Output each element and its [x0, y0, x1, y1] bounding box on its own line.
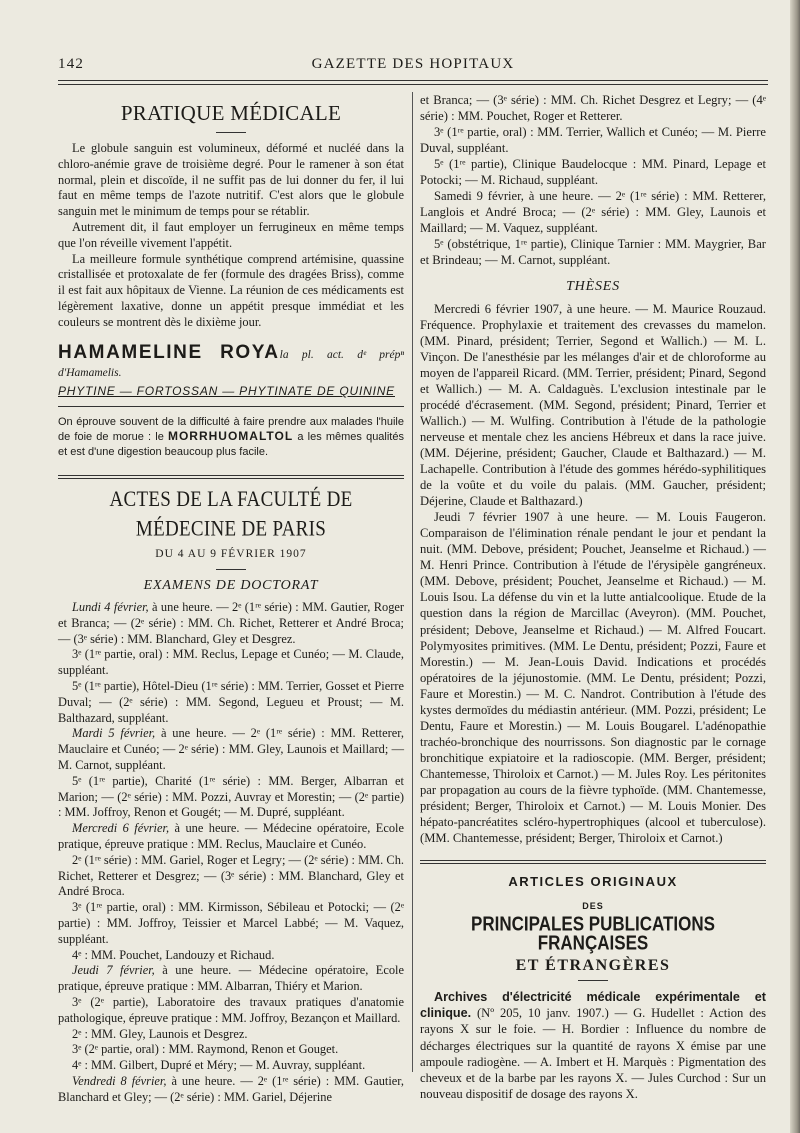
- advert-hamameline-name: HAMAMELINE ROYA: [58, 341, 280, 363]
- left-column: [58, 92, 404, 1106]
- actes-dates: DU 4 AU 9 FÉVRIER 1907: [155, 548, 307, 561]
- examens-title: EXAMENS DE DOCTORAT: [143, 578, 319, 594]
- examen-entry: [58, 1074, 404, 1106]
- examen-text: à une heure. — 2ᵉ (1ʳᵉ série) : MM. Gautier, Blanchard et Gley; — (2ᵉ série) : MM. Gariel, Déjerine: [58, 1073, 404, 1104]
- examen-entry: [58, 995, 404, 1027]
- pratique-text: [58, 141, 404, 331]
- examen-entry: [58, 1027, 404, 1043]
- archives-entry: [420, 989, 766, 1101]
- section-double-rule: [58, 475, 404, 479]
- examen-entry: 5ᵉ (obstétrique, 1ʳᵉ partie), Clinique Tarnier : MM. Maygrier, Bar et Brindeau; — M. Carnot, suppléant.: [420, 237, 766, 268]
- header-rule: [58, 80, 768, 81]
- column-divider: [412, 92, 413, 1072]
- examen-entry: Samedi 9 février, à une heure. — 2ᵉ (1ʳᵉ série) : MM. Retterer, Langlois et André Broca; — (2ᵉ série) : MM. Gley, Launois et Maillard; — M. Vaquez, suppléant.: [420, 189, 766, 236]
- right-column: [420, 92, 766, 1102]
- examen-text: à une heure. — 2ᵉ (1ʳᵉ série) : MM. Gautier, Roger et Branca; — (2ᵉ série) : MM. Ch. Richet, Retterer et André Broca; — (3ᵉ série) : MM. Blanchard, Gley et Desgrez.: [58, 600, 405, 646]
- examen-entry: [58, 1058, 404, 1074]
- examen-entry: [58, 1042, 404, 1058]
- examen-date: Vendredi 8 février,: [72, 1073, 167, 1088]
- theses-wednesday: Mercredi 6 février 1907, à une heure. — M. Maurice Rouzaud. Fréquence. Prophylaxie et traitement des crevasses du mamelon. (MM. Pinard, président; Terrier, Segond et Wallich.) — M. L. Vinçon. De l'anesthésie par les mélanges d'air et de chloroforme au moyen de l'appareil Ricard. (MM. Terrier, président; Pinard, Segond et Wallich.) — M. A. Caldaguès. L'exclusion intestinale par le procédé d'écrasement. (MM. Segond, président; Pinard, Terrier et Wallich.) — M. Wulfing. Contribution à l'étude de la pathologie nerveuse et mentale chez les anciens Hébreux et dans la race juive. (MM. Déjerine, président; Gaucher, Claude et Balthazard.) — M. Lachapelle. Contribution à l'étude des gommes hérédo-syphilitiques de la voûte et du voile du palais. (MM. Gaucher, président; Déjerine, Claude et Balthazard.): [420, 301, 766, 509]
- paragraph: Autrement dit, il faut employer un ferrugineux en même temps que l'on réveille vivement l'appétit.: [58, 219, 404, 250]
- examen-text: 3ᵉ (1ʳᵉ partie, oral) : MM. Kirmisson, Sébileau et Potocki; — (2ᵉ partie) : MM. Joffroy, Teissier et Marcel Labbé; — M. Vaquez, suppléant.: [58, 900, 404, 946]
- paragraph: La meilleure formule synthétique comprend artémisine, quassine cristallisée et protoxalate de fer (formule des dragées Briss), comme il est fait aux hôpitaux de Vienne. La réunion de ces médicaments est légèrement laxative, donne un appétit presque immédiat et les couleurs se montrent dès le dixième jour.: [58, 251, 404, 329]
- examen-entry: [58, 963, 404, 995]
- examen-entry: et Branca; — (3ᵉ série) : MM. Ch. Richet Desgrez et Legry; — (4ᵉ série) : MM. Pouchet, Roger et Retterer.: [420, 93, 766, 124]
- archives-text: (Nº 205, 10 janv. 1907.) — G. Hudellet : Action des rayons X sur le foie. — H. Bordier : Influence du nombre de décharges électriques sur la quantité de rayons X émise par une ampoule radiogène. — A. Imbert et H. Marquès : Pigmentation des cheveux et de la barbe par les rayons X. — Jules Curchod : Sur un nouveau dispositif de dosage des rayons X.: [420, 1006, 766, 1101]
- short-rule: [216, 132, 246, 133]
- examen-text: 3ᵉ (2ᵉ partie), Laboratoire des travaux pratiques d'anatomie pathologique, épreuve pratique : MM. Joffroy, Bezançon et Maillard.: [58, 994, 404, 1025]
- articles-des: DES: [582, 901, 604, 912]
- advert-hamameline: [58, 341, 405, 383]
- advert-hamameline-desc: la pl. act. dᵉ prépⁿ d'Hamamelis.: [58, 348, 405, 380]
- articles-main-title: PRINCIPALES PUBLICATIONS FRANÇAISES: [471, 912, 715, 955]
- examen-entry: 3ᵉ (1ʳᵉ partie, oral) : MM. Terrier, Wallich et Cunéo; — M. Pierre Duval, suppléant.: [420, 125, 766, 156]
- examen-entry: [58, 774, 404, 821]
- section-title-pratique: PRATIQUE MÉDICALE: [120, 101, 342, 125]
- examen-text: 4ᵉ : MM. Gilbert, Dupré et Méry; — M. Auvray, suppléant.: [72, 1058, 366, 1073]
- examen-entry: [58, 948, 404, 964]
- page-number: 142: [58, 56, 85, 72]
- examen-text: 2ᵉ : MM. Gley, Launois et Desgrez.: [72, 1026, 248, 1041]
- examens-continued: [420, 92, 766, 269]
- examen-text: à une heure. — Médecine opératoire, Ecole pratique, épreuve pratique : MM. Albarran, Thiéry et Marion.: [58, 963, 404, 994]
- theses-thursday: Jeudi 7 février 1907 à une heure. — M. Louis Faugeron. Comparaison de l'élimination rénale pendant le jour et pendant la nuit. (MM. Debove, président; Pouchet, Jeanselme et Richaud.) — M. Henri Prince. Contribution à l'étude de l'érysipèle gangréneux. (MM. Debove, président; Pouchet, Jeanselme et Richaud.) — M. Louis Isou. La défense du vin et la lutte antialcoolique. Etude de la question dans la région de Marcillac (Aveyron). (MM. Pouchet, président; Debove, Jeanselme et Richaud.) — M. Alfred Foucart. Polymyosites primitives. (MM. Le Dentu, président; Pozzi, Faure et Morestin.) — M. Jean-Louis David. Indications et procédés opératoires de la jéjunostomie. (MM. Le Dentu, président; Pozzi, Faure et Morestin.) — M. C. Nandrot. Contribution à l'étude des kystes dermoïdes du médiastin antérieur. (MM. Pozzi, président; Le Dentu, Faure et Morestin.) — M. Louis Bougarel. L'adénopathie trachéo-bronchique des nourrissons. Son diagnostic par le cornage bronchitique expiatoire et la radioscopie. (MM. Berger, président; Chantemesse, Thiroloix et Carnot.) — M. Jules Roy. Les péritonites par propagation au cours de la fièvre typhoïde. (MM. Chantemesse, président; Berger, Thiroloix et Carnot.) — M. Louis Monier. Des hépato-pancréatites scléro-hypertrophiques (alcool et tuberculose). (MM. Chantemesse, président; Berger, Thiroloix et Carnot.): [420, 510, 766, 846]
- articles-title: ARTICLES ORIGINAUX: [508, 874, 678, 890]
- examen-text: 4ᵉ : MM. Pouchet, Landouzy et Richaud.: [72, 947, 275, 962]
- journal-title: GAZETTE DES HOPITAUX: [311, 56, 515, 72]
- examen-entry: [58, 853, 404, 900]
- advert-rule: [58, 406, 404, 407]
- page-header: [58, 56, 768, 76]
- short-rule: [578, 980, 608, 981]
- section-title-actes: ACTES DE LA FACULTÉ DE MÉDECINE DE PARIS: [109, 487, 353, 542]
- examen-entry: [58, 600, 404, 647]
- examen-text: 5ᵉ (1ʳᵉ partie), Charité (1ʳᵉ série) : MM. Berger, Albarran et Marion; — (2ᵉ série) : MM. Pozzi, Auvray et Morestin; — (2ᵉ partie) : MM. Joffroy, Renon et Gougét; — M. Dupré, suppléant.: [58, 773, 404, 820]
- theses-title: THÈSES: [566, 278, 620, 294]
- header-rule-2: [58, 84, 768, 85]
- examen-entry: 5ᵉ (1ʳᵉ partie), Clinique Baudelocque : MM. Pinard, Lepage et Potocki; — M. Richaud, suppléant.: [420, 157, 766, 188]
- examen-entry: [58, 726, 404, 773]
- examen-entry: [58, 900, 404, 947]
- examen-text: à une heure. — Médecine opératoire, Ecole pratique, épreuve pratique : MM. Reclus, Mauclaire et Cunéo.: [58, 821, 405, 851]
- examen-text: à une heure. — 2ᵉ (1ʳᵉ série) : MM. Retterer, Mauclaire et Cunéo; — 2ᵉ série) : MM. Gley, Launois et Maillard; — M. Carnot, suppléant.: [58, 726, 404, 773]
- examen-text: 5ᵉ (1ʳᵉ partie), Hôtel-Dieu (1ʳᵉ série) : MM. Terrier, Gosset et Pierre Duval; — (2ᵉ série) : MM. Segond, Legueu et Proust; — M. Balthazard, suppléant.: [58, 679, 404, 725]
- advert-phytine: PHYTINE — FORTOSSAN — PHYTINATE DE QUININE: [58, 384, 395, 399]
- examen-text: 3ᵉ (1ʳᵉ partie, oral) : MM. Reclus, Lepage et Cunéo; — M. Claude, suppléant.: [58, 647, 404, 678]
- examen-date: Lundi 4 février,: [72, 600, 149, 615]
- advert-morrhuomaltol: [58, 415, 404, 460]
- archives-title: Archives d'électricité médicale expérimentale et clinique.: [420, 990, 766, 1021]
- examen-entry: [58, 647, 404, 679]
- section-double-rule: [420, 860, 766, 864]
- page-spine-shadow: [790, 0, 800, 1133]
- advert-text-c: a les mêmes qualités et est d'une digestion beaucoup plus facile.: [58, 431, 404, 458]
- examen-text: 2ᵉ (1ʳᵉ série) : MM. Gariel, Roger et Legry; — (2ᵉ série) : MM. Ch. Richet, Retterer et Desgrez; — (3ᵉ série) : MM. Blanchard, Gley et André Broca.: [58, 852, 404, 899]
- examen-date: Mardi 5 février,: [72, 726, 156, 741]
- examen-date: Jeudi 7 février,: [72, 963, 155, 978]
- examen-date: Mercredi 6 février,: [72, 821, 170, 836]
- examen-entry: [58, 821, 404, 853]
- paragraph: Le globule sanguin est volumineux, déformé et nucléé dans la chloro-anémie grave de troisième degré. Pour le ramener à son état normal, plein et discoïde, il ne suffit pas de lui donner du fer, il lui faut en même temps de l'azote nutritif. C'est alors que le globule sanguin met le minimum de temps pour se rétablir.: [58, 141, 404, 219]
- examen-entry: [58, 679, 404, 726]
- articles-et: ET ÉTRANGÈRES: [515, 957, 671, 975]
- examen-text: 3ᵉ (2ᵉ partie, oral) : MM. Raymond, Renon et Gouget.: [72, 1042, 339, 1057]
- advert-text-a: On éprouve souvent de la difficulté à faire prendre aux malades l'huile de foie de morue : le: [58, 415, 404, 444]
- advert-brand: MORRHUOMALTOL: [167, 429, 294, 444]
- short-rule: [216, 569, 246, 570]
- examens-list: [58, 600, 404, 1106]
